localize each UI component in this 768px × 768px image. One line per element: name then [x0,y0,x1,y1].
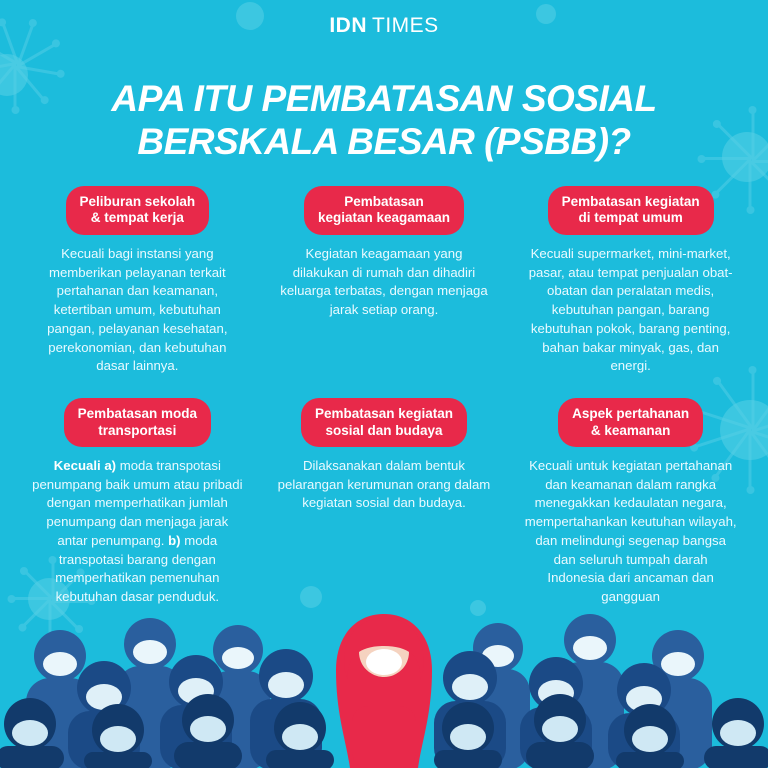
rule-title-line-2: sosial dan budaya [325,422,443,438]
brand-name-bold: IDN [329,14,367,37]
page-title-line-2: BERSKALA BESAR (PSBB)? [137,121,631,163]
rule-title-line-1: Pembatasan kegiatan [561,194,700,209]
center-figure-red [336,614,432,768]
rule-description: Kecuali supermarket, mini-market, pasar, atau tempat penjualan obat-obatan dan peralatan medis, kebutuhan pangan, barang kebutuhan pokok, barang penting, bahan bakar minyak, gas, dan energi. [528,245,733,374]
rule-card-peliburan-sekolah [14,186,261,376]
rule-description: Kecuali untuk kegiatan pertahanan dan keamanan dalam rangka menegakkan kedaulatan negara, mempertahankan keutuhan wilayah, dan melindungi segenap bangsa dan seluruh tumpah darah Indonesia dari ancaman dan gangguan [524,458,737,605]
psbb-rules-grid [0,186,768,607]
page-title [0,77,768,164]
brand-logo [0,14,768,38]
rule-description: Dilaksanakan dalam bentuk pelarangan kerumunan orang dalam kegiatan sosial dan budaya. [277,458,491,511]
rule-card-moda-transportasi [14,398,261,607]
rule-title-line-2: & keamanan [590,422,671,438]
rule-title-badge [558,398,703,447]
page-title-line-1: APA ITU PEMBATASAN SOSIAL [111,77,657,119]
rule-card-kegiatan-keagamaan [261,186,508,376]
rule-description: Kecuali bagi instansi yang memberikan pelayanan terkait pertahanan dan keamanan, ketertiban umum, kebutuhan pangan, pelayanan kesehatan, perekonomian, dan kebutuhan dasar lainnya. [47,245,228,374]
rule-title-badge [304,186,464,235]
rule-title-badge [64,398,211,447]
rule-title-badge [548,186,714,235]
rule-title-line-2: transportasi [98,422,177,438]
rule-description [24,457,251,607]
rule-title-line-2: & tempat kerja [90,210,184,226]
rule-description-part-b: moda transpotasi barang dengan memperhatikan pemenuhan kebutuhan dasar penduduk. [55,532,220,605]
rule-description-part-a: moda transpotasi penumpang baik umum atau pribadi dengan memperhatikan jumlah penumpang dan menjaga jarak antar penumpang. [32,458,243,548]
rule-card-sosial-budaya [261,398,508,607]
rule-title-line-1: Pembatasan [344,194,424,209]
rule-title-line-1: Pembatasan moda [77,406,197,422]
rule-title-line-2: kegiatan keagamaan [317,210,451,226]
rule-description: Kegiatan keagamaan yang dilakukan di rumah dan dihadiri keluarga terbatas, dengan menjaga jarak setiap orang. [280,245,488,318]
rule-title-line-1: Peliburan sekolah [79,194,196,209]
brand-name-light: TIMES [372,14,439,37]
rule-description-bold-a: Kecuali a) [53,458,117,474]
rule-card-pertahanan-keamanan [507,398,754,607]
rule-description-bold-b: b) [168,532,181,548]
rule-title-line-2: di tempat umum [578,210,683,226]
rule-title-badge [66,186,210,235]
rule-title-line-1: Aspek pertahanan [572,406,690,422]
rule-card-tempat-umum [507,186,754,376]
rule-title-line-1: Pembatasan kegiatan [314,406,454,422]
rule-title-badge [301,398,467,447]
